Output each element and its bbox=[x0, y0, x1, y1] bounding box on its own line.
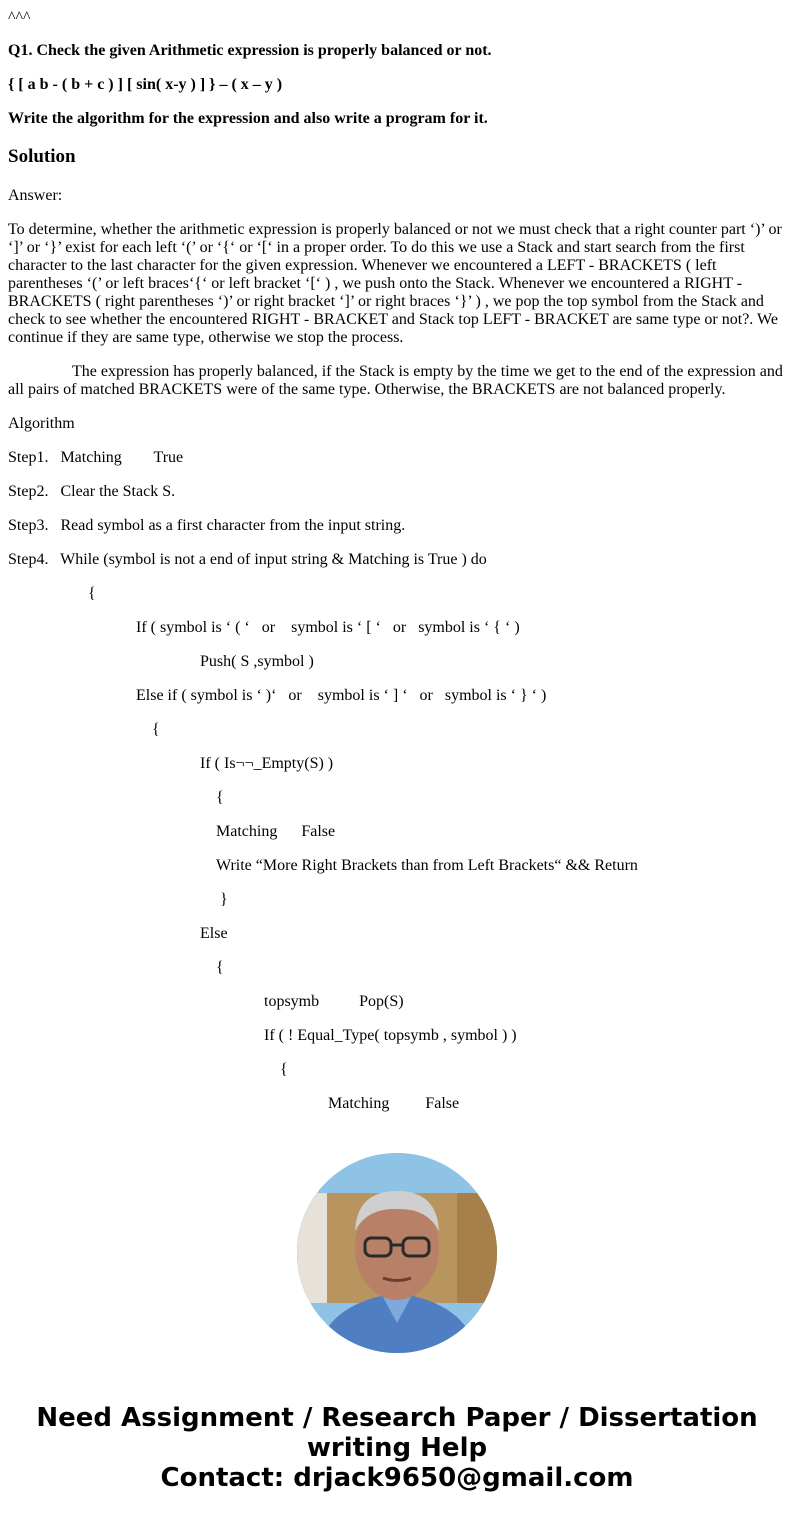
algorithm-line: Step1. Matching True bbox=[8, 449, 184, 466]
solution-paragraph-2: The expression has properly balanced, if the Stack is empty by the time we get to the end of the expression and all pairs of matched BRACKETS were of the same type. Otherwise, the BRACKETS are not balanced properly. bbox=[8, 363, 783, 398]
solution-heading: Solution bbox=[8, 146, 76, 167]
answer-label: Answer: bbox=[8, 187, 63, 204]
algorithm-line: Push( S ,symbol ) bbox=[200, 653, 314, 670]
algorithm-title: Algorithm bbox=[8, 415, 75, 432]
solution-paragraph-1: To determine, whether the arithmetic expression is properly balanced or not we must check that a right counter part ‘)’ or ‘]’ or ‘}’ exist for each left ‘(’ or ‘{‘ or ‘[‘ in a proper order. To do this we use a Stack and start search from the first character to the last character for the given expression. Whenever we encountered a LEFT - BRACKETS ( left parentheses ‘(’ or left braces‘{‘ or left bracket ‘[‘ ) , we push onto the Stack. Whenever we encountered a RIGHT - BRACKETS ( right parentheses ‘)’ or right bracket ‘]’ or right braces ‘}’ ) , we pop the top symbol from the Stack and check to see whether the encountered RIGHT - BRACKET and Stack top LEFT - BRACKET are same type or not?. We continue if they are same type, otherwise we stop the process. bbox=[8, 221, 782, 346]
promo-line-1: Need Assignment / Research Paper / Dissertation bbox=[36, 1403, 758, 1433]
algorithm-line: { bbox=[152, 721, 160, 738]
author-portrait-icon bbox=[297, 1153, 497, 1353]
algorithm-line: If ( symbol is ‘ ( ‘ or symbol is ‘ [ ‘ or symbol is ‘ { ‘ ) bbox=[136, 619, 520, 636]
algorithm-line: Matching False bbox=[328, 1095, 460, 1112]
algorithm-line: { bbox=[280, 1061, 288, 1078]
question-instruction: Write the algorithm for the expression and also write a program for it. bbox=[8, 110, 488, 127]
algorithm-line: Step3. Read symbol as a first character from the input string. bbox=[8, 517, 406, 534]
algorithm-line: If ( ! Equal_Type( topsymb , symbol ) ) bbox=[264, 1027, 517, 1044]
algorithm-line: { bbox=[216, 789, 224, 806]
algorithm-line: Matching False bbox=[216, 823, 336, 840]
promo-contact: Contact: drjack9650@gmail.com bbox=[160, 1463, 634, 1493]
algorithm-line: Else if ( symbol is ‘ )‘ or symbol is ‘ ] ‘ or symbol is ‘ } ‘ ) bbox=[136, 687, 547, 704]
algorithm-line: topsymb Pop(S) bbox=[264, 993, 404, 1010]
algorithm-line: Step2. Clear the Stack S. bbox=[8, 483, 176, 500]
question-title: Q1. Check the given Arithmetic expression is properly balanced or not. bbox=[8, 42, 492, 59]
algorithm-line: Step4. While (symbol is not a end of input string & Matching is True ) do bbox=[8, 551, 487, 568]
algorithm-line: { bbox=[88, 585, 96, 602]
promo-banner bbox=[0, 1403, 794, 1493]
promo-line-2: writing Help bbox=[306, 1433, 488, 1463]
algorithm-line: Write “More Right Brackets than from Left Brackets“ && Return bbox=[216, 857, 638, 874]
algorithm-line: { bbox=[216, 959, 224, 976]
header-marker: ^^^ bbox=[8, 9, 31, 26]
algorithm-line: Else bbox=[200, 925, 228, 942]
algorithm-line: } bbox=[220, 891, 228, 908]
algorithm-line: If ( Is¬¬_Empty(S) ) bbox=[200, 755, 334, 772]
question-expression: { [ a b - ( b + c ) ] [ sin( x-y ) ] } – ( x – y ) bbox=[8, 76, 283, 93]
portrait-illustration bbox=[297, 1153, 497, 1353]
